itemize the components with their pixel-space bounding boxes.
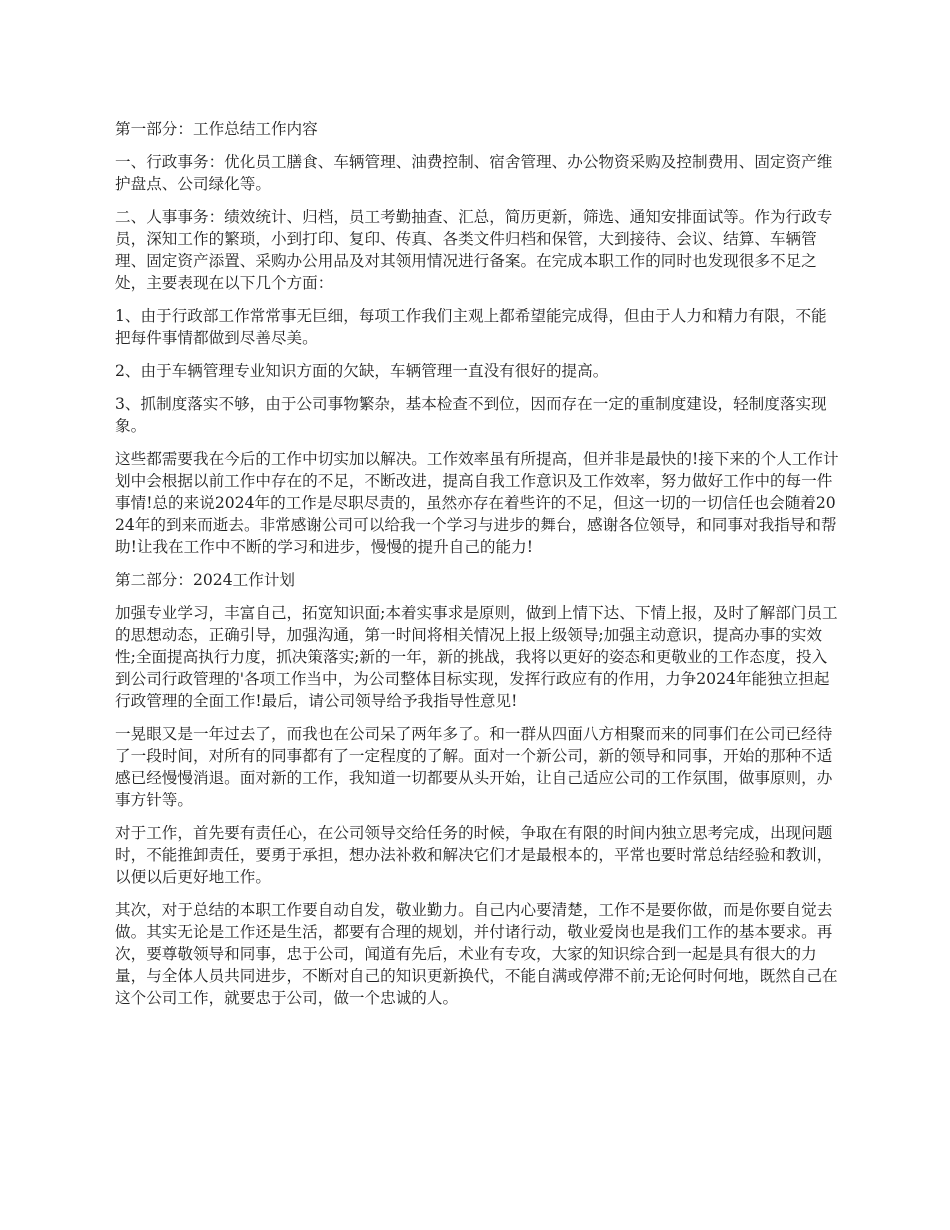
paragraph-responsibility: 对于工作，首先要有责任心，在公司领导交给任务的时候，争取在有限的时间内独立思考完成，出现问题时，不能推卸责任，要勇于承担，想办法补救和解决它们才是最根本的，平常也要时常总结经验和教训，以便以后更好地工作。 [115, 824, 833, 886]
paragraph-admin-affairs: 一、行政事务：优化员工膳食、车辆管理、油费控制、宿舍管理、办公物资采购及控制费用、固定资产维护盘点、公司绿化等。 [115, 153, 833, 193]
paragraph-plan: 加强专业学习，丰富自己，拓宽知识面;本着实事求是原则，做到上情下达、下情上报，及时了解部门员工的思想动态，正确引导，加强沟通，第一时间将相关情况上报上级领导;加强主动意识，提高办事的实效性;全面提高执行力度，抓决策落实;新的一年，新的挑战，我将以更好的姿态和更敬业的工作态度，投入到公司行政管理的'各项工作当中，为公司整体目标实现，发挥行政应有的作用，力争2024年能独立担起行政管理的全面工作!最后，请公司领导给予我指导性意见! [115, 604, 838, 710]
section-heading-part-one: 第一部分：工作总结工作内容 [115, 120, 318, 138]
section-heading-part-two: 第二部分：2024工作计划 [115, 571, 296, 589]
paragraph-shortcoming-1: 1、由于行政部工作常常事无巨细，每项工作我们主观上都希望能完成得，但由于人力和精力有限，不能把每件事情都做到尽善尽美。 [115, 307, 827, 347]
paragraph-reflection: 一晃眼又是一年过去了，而我也在公司呆了两年多了。和一群从四面八方相聚而来的同事们在公司已经待了一段时间，对所有的同事都有了一定程度的了解。面对一个新公司，新的领导和同事，开始的那种不适感已经慢慢消退。面对新的工作，我知道一切都要从头开始，让自己适应公司的工作氛围，做事原则，办事方针等。 [115, 725, 833, 809]
paragraph-dedication: 其次，对于总结的本职工作要自动自发，敬业勤力。自己内心要清楚，工作不是要你做，而是你要自觉去做。其实无论是工作还是生活，都要有合理的规划，并付诸行动，敬业爱岗也是我们工作的基本要求。再次，要尊敬领导和同事，忠于公司，闻道有先后，术业有专攻，大家的知识综合到一起是具有很大的力量，与全体人员共同进步，不断对自己的知识更新换代，不能自满或停滞不前;无论何时何地，既然自己在这个公司工作，就要忠于公司，做一个忠诚的人。 [115, 901, 838, 1007]
paragraph-summary: 这些都需要我在今后的工作中切实加以解决。工作效率虽有所提高，但并非是最快的!接下来的个人工作计划中会根据以前工作中存在的不足，不断改进，提高自我工作意识及工作效率，努力做好工作中的每一件事情!总的来说2024年的工作是尽职尽责的，虽然亦存在着些许的不足，但这一切的一切信任也会随着2024年的到来而逝去。非常感谢公司可以给我一个学习与进步的舞台，感谢各位领导，和同事对我指导和帮助!让我在工作中不断的学习和进步，慢慢的提升自己的能力! [115, 450, 839, 556]
paragraph-shortcoming-2: 2、由于车辆管理专业知识方面的欠缺，车辆管理一直没有很好的提高。 [115, 362, 609, 380]
document-body [115, 118, 842, 1020]
paragraph-shortcoming-3: 3、抓制度落实不够，由于公司事物繁杂，基本检查不到位，因而存在一定的重制度建设，轻制度落实现象。 [115, 395, 827, 435]
paragraph-hr-affairs: 二、人事事务：绩效统计、归档，员工考勤抽查、汇总，简历更新，筛选、通知安排面试等。作为行政专员，深知工作的繁琐，小到打印、复印、传真、各类文件归档和保管，大到接待、会议、结算、车辆管理、固定资产添置、采购办公用品及对其领用情况进行备案。在完成本职工作的同时也发现很多不足之处，主要表现在以下几个方面： [115, 208, 833, 292]
